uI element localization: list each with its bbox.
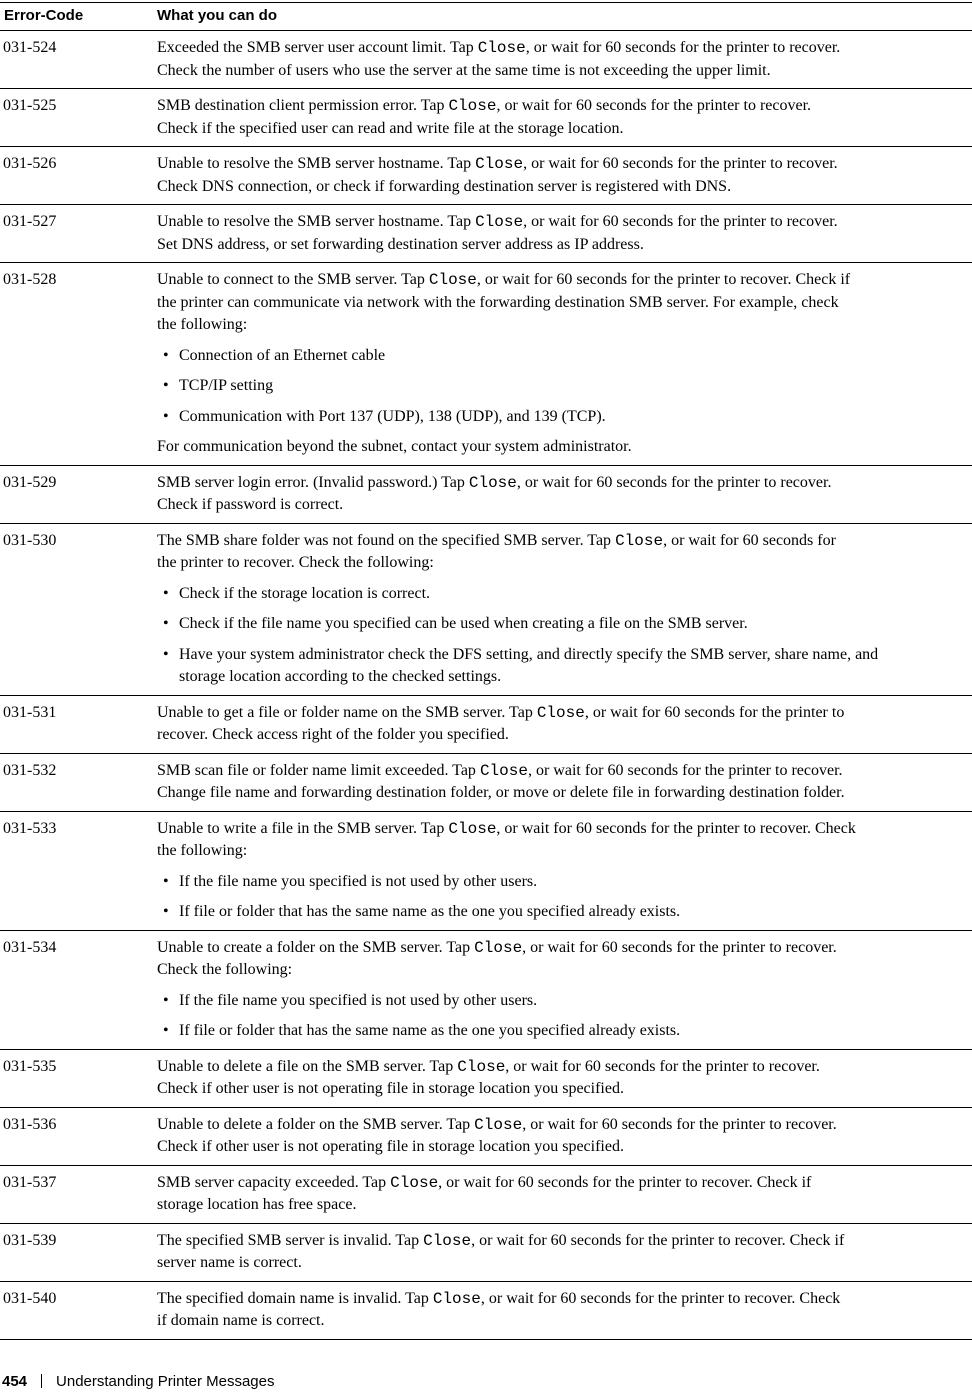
- error-code: 031-533: [0, 811, 156, 930]
- text-segment: , or wait for 60 seconds for the printer to recover. Check if: [476, 271, 851, 288]
- error-description: [156, 1223, 972, 1281]
- text-segment: SMB scan file or folder name limit exceeded. Tap: [157, 761, 480, 779]
- bullet-item: [157, 1020, 968, 1043]
- error-code: 031-534: [0, 930, 156, 1049]
- close-command: Close: [536, 703, 585, 722]
- text-segment: The specified domain name is invalid. Tap: [157, 1289, 433, 1307]
- error-description: [156, 1281, 972, 1339]
- text-segment: storage location has free space.: [157, 1196, 357, 1213]
- description-line: [157, 118, 968, 141]
- description-line: [157, 840, 968, 863]
- description-line: [157, 234, 968, 257]
- description-line: [157, 494, 968, 517]
- text-segment: Unable to create a folder on the SMB server. Tap: [157, 938, 475, 956]
- description-line: [157, 959, 968, 982]
- table-row: [0, 465, 972, 523]
- bullet-item: [157, 583, 968, 606]
- bullet-text: • If the file name you specified is not used by other users.: [179, 991, 538, 1009]
- text-segment: , or wait for 60 seconds for the printer to recover.: [527, 761, 843, 779]
- text-segment: , or wait for 60 seconds for the printer to recover.: [525, 39, 841, 56]
- text-segment: Unable to get a file or folder name on the SMB server. Tap: [157, 703, 537, 721]
- close-command: Close: [448, 819, 497, 838]
- close-command: Close: [468, 473, 517, 492]
- text-segment: Unable to delete a folder on the SMB server. Tap: [157, 1115, 475, 1133]
- close-command: Close: [448, 97, 497, 115]
- close-command: Close: [477, 39, 526, 57]
- description-line: [157, 1230, 968, 1253]
- error-description: [156, 263, 972, 466]
- text-segment: Change file name and forwarding destination folder, or move or delete file in forwarding destination folder.: [157, 784, 845, 801]
- text-segment: , or wait for 60 seconds for the printer to recover.: [496, 97, 812, 114]
- text-segment: , or wait for 60 seconds for the printer to recover. Check: [496, 819, 856, 837]
- error-code: 031-540: [0, 1281, 156, 1339]
- text-segment: Unable to connect to the SMB server. Tap: [157, 271, 429, 288]
- close-command: Close: [615, 531, 664, 550]
- bullet-text: • Have your system administrator check the DFS setting, and directly specify the SMB server, share name, and: [179, 645, 879, 663]
- bullet-item: [157, 901, 968, 924]
- text-segment: , or wait for 60 seconds for the printer to: [584, 703, 845, 721]
- error-code: 031-531: [0, 695, 156, 753]
- text-segment: recover. Check access right of the folder you specified.: [157, 726, 509, 743]
- bullet-item: [157, 375, 968, 398]
- text-segment: SMB server login error. (Invalid password.) Tap: [157, 473, 469, 491]
- close-command: Close: [475, 213, 524, 231]
- text-segment: , or wait for 60 seconds for the printer to recover. Check: [480, 1289, 841, 1307]
- bullet-text: • If file or folder that has the same name as the one you specified already exists.: [179, 1022, 681, 1039]
- text-segment: Unable to delete a file on the SMB server. Tap: [157, 1057, 458, 1075]
- text-segment: The SMB share folder was not found on the specified SMB server. Tap: [157, 531, 616, 549]
- close-command: Close: [479, 761, 528, 780]
- text-segment: if domain name is correct.: [157, 1312, 325, 1329]
- text-segment: Check the number of users who use the server at the same time is not exceeding the upper limit.: [157, 61, 771, 79]
- table-body: [0, 31, 972, 1340]
- table-row: [0, 1165, 972, 1223]
- description-line: [157, 1114, 968, 1137]
- error-description: [156, 930, 972, 1049]
- table-row: [0, 1223, 972, 1281]
- header-error-code: Error-Code: [0, 3, 156, 31]
- error-code: 031-525: [0, 89, 156, 147]
- error-code-table: [0, 2, 972, 1340]
- error-description: [156, 147, 972, 205]
- error-description: [156, 1165, 972, 1223]
- error-code: 031-537: [0, 1165, 156, 1223]
- description-line: [157, 60, 968, 83]
- description-line: [157, 1252, 968, 1275]
- header-what-you-can-do: What you can do: [156, 3, 972, 31]
- description-line: [157, 552, 968, 575]
- error-description: [156, 1107, 972, 1165]
- text-segment: Check if password is correct.: [157, 496, 344, 513]
- description-line: [157, 530, 968, 553]
- text-segment: , or wait for 60 seconds for the printer to recover. Check if: [471, 1231, 845, 1249]
- text-segment: Check the following:: [157, 961, 293, 978]
- bullet-text: • Check if the storage location is correct.: [179, 584, 431, 602]
- description-line: [157, 782, 968, 805]
- close-command: Close: [474, 1115, 523, 1134]
- text-segment: SMB destination client permission error. Tap: [157, 97, 449, 114]
- text-segment: Exceeded the SMB server user account limit. Tap: [157, 39, 478, 56]
- table-row: [0, 205, 972, 263]
- close-command: Close: [474, 938, 523, 957]
- description-line: [157, 269, 968, 292]
- text-segment: the following:: [157, 316, 248, 333]
- description-line: [157, 1056, 968, 1079]
- description-line: [157, 153, 968, 176]
- text-segment: , or wait for 60 seconds for: [663, 531, 836, 549]
- bullet-item: [157, 990, 968, 1013]
- table-row: [0, 263, 972, 466]
- table-row: [0, 930, 972, 1049]
- text-segment: The specified SMB server is invalid. Tap: [157, 1231, 424, 1249]
- bullet-text: • If file or folder that has the same name as the one you specified already exists.: [179, 903, 681, 920]
- error-description: [156, 465, 972, 523]
- description-line: [157, 292, 968, 315]
- bullet-item: [157, 644, 968, 689]
- error-description: [156, 89, 972, 147]
- text-segment: , or wait for 60 seconds for the printer to recover.: [505, 1057, 820, 1075]
- error-code: 031-527: [0, 205, 156, 263]
- error-description: [156, 811, 972, 930]
- description-line: [157, 760, 968, 783]
- bullet-text: • Communication with Port 137 (UDP), 138 (UDP), and 139 (TCP).: [179, 407, 606, 425]
- table-header-row: [0, 3, 972, 31]
- description-line: [157, 95, 968, 118]
- bullet-item: [157, 871, 968, 894]
- description-line: [157, 176, 968, 199]
- error-code: 031-536: [0, 1107, 156, 1165]
- table-row: [0, 753, 972, 811]
- description-line: [157, 1136, 968, 1159]
- description-line: [157, 1172, 968, 1195]
- text-segment: Check if other user is not operating file in storage location you specified.: [157, 1138, 624, 1155]
- table-row: [0, 1281, 972, 1339]
- error-description: [156, 523, 972, 695]
- description-line: [157, 1194, 968, 1217]
- table-row: [0, 31, 972, 89]
- text-segment: Check DNS connection, or check if forwarding destination server is registered with DNS.: [157, 177, 732, 195]
- description-line: [157, 1310, 968, 1333]
- error-description: [156, 753, 972, 811]
- close-command: Close: [390, 1173, 439, 1192]
- text-segment: Set DNS address, or set forwarding destination server address as IP address.: [157, 235, 644, 253]
- description-line: [157, 1078, 968, 1101]
- text-segment: the printer can communicate via network with the forwarding destination SMB server. For example, check: [157, 293, 839, 311]
- text-segment: , or wait for 60 seconds for the printer to recover. Check if: [438, 1173, 812, 1191]
- text-segment: server name is correct.: [157, 1254, 302, 1271]
- text-segment: Unable to resolve the SMB server hostname. Tap: [157, 155, 476, 172]
- description-line: [157, 1288, 968, 1311]
- table-row: [0, 89, 972, 147]
- bullet-item: [157, 406, 968, 429]
- page-number: 454: [2, 1373, 28, 1390]
- text-segment: , or wait for 60 seconds for the printer to recover.: [523, 155, 838, 172]
- error-description: [156, 695, 972, 753]
- text-segment: the following:: [157, 842, 248, 859]
- close-command: Close: [423, 1231, 472, 1250]
- bullet-text: • Check if the file name you specified can be used when creating a file on the SMB server.: [179, 615, 748, 632]
- description-note: For communication beyond the subnet, contact your system administrator.: [157, 438, 632, 455]
- error-code: 031-539: [0, 1223, 156, 1281]
- description-line: [157, 314, 968, 337]
- description-line: [157, 211, 968, 234]
- text-segment: , or wait for 60 seconds for the printer to recover.: [516, 473, 832, 491]
- text-segment: the printer to recover. Check the following:: [157, 554, 434, 571]
- table-row: [0, 1107, 972, 1165]
- error-code: 031-530: [0, 523, 156, 695]
- text-segment: , or wait for 60 seconds for the printer to recover.: [523, 213, 838, 230]
- error-code: 031-524: [0, 31, 156, 89]
- table-row: [0, 695, 972, 753]
- error-description: [156, 205, 972, 263]
- error-code: 031-529: [0, 465, 156, 523]
- bullet-text: • Connection of an Ethernet cable: [179, 346, 386, 364]
- text-segment: SMB server capacity exceeded. Tap: [157, 1173, 391, 1191]
- error-code: 031-532: [0, 753, 156, 811]
- description-line: [157, 818, 968, 841]
- bullet-item: [157, 345, 968, 368]
- description-line: [157, 937, 968, 960]
- text-segment: , or wait for 60 seconds for the printer to recover.: [522, 1115, 837, 1133]
- page-footer: [2, 1373, 274, 1390]
- text-segment: Unable to write a file in the SMB server. Tap: [157, 819, 449, 837]
- close-command: Close: [432, 1289, 481, 1308]
- footer-divider: [41, 1374, 42, 1388]
- bullet-text: • TCP/IP setting: [179, 377, 274, 394]
- close-command: Close: [428, 271, 477, 289]
- text-segment: Check if other user is not operating file in storage location you specified.: [157, 1080, 624, 1097]
- table-row: [0, 1049, 972, 1107]
- bullet-item: [157, 613, 968, 636]
- text-segment: , or wait for 60 seconds for the printer to recover.: [522, 938, 837, 956]
- table-row: [0, 811, 972, 930]
- bullet-text: storage location according to the checked settings.: [179, 668, 502, 685]
- text-segment: Check if the specified user can read and write file at the storage location.: [157, 119, 624, 137]
- error-code: 031-526: [0, 147, 156, 205]
- bullet-text: • If the file name you specified is not used by other users.: [179, 872, 538, 890]
- table-row: [0, 147, 972, 205]
- error-code: 031-528: [0, 263, 156, 466]
- close-command: Close: [457, 1057, 506, 1076]
- close-command: Close: [475, 155, 524, 173]
- error-code: 031-535: [0, 1049, 156, 1107]
- description-line: [157, 37, 968, 60]
- description-line: [157, 472, 968, 495]
- table-row: [0, 523, 972, 695]
- text-segment: Unable to resolve the SMB server hostname. Tap: [157, 213, 476, 230]
- error-description: [156, 31, 972, 89]
- description-line: [157, 724, 968, 747]
- section-title: Understanding Printer Messages: [56, 1373, 275, 1390]
- error-description: [156, 1049, 972, 1107]
- description-line: [157, 702, 968, 725]
